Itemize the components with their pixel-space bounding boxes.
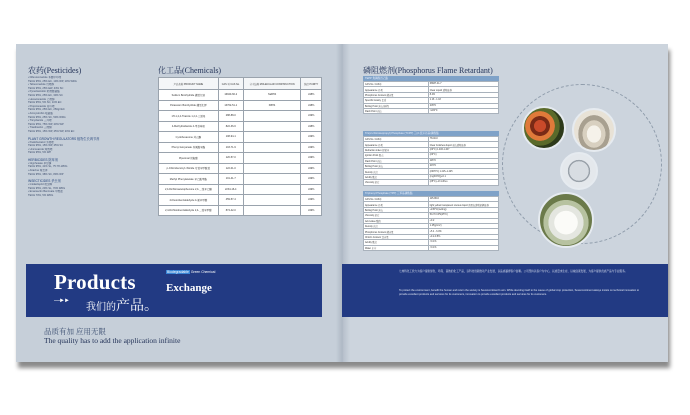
- pesticide-line: TECH 95%, 5% WP: [28, 151, 52, 155]
- pesticide-line: TECH 95%, 25% SC, 50% WDG: [28, 115, 66, 119]
- table-header: 纯度 PURITY: [301, 78, 322, 90]
- flame-block-table: [363, 196, 499, 251]
- property-value: 78-40-0: [428, 137, 498, 142]
- property-name: Ignition Point 燃点: [364, 153, 429, 158]
- pesticide-line: TECH 95%, 20% SL, 70% WDG: [28, 186, 66, 190]
- property-name: Chlorin Content 氯含量: [364, 234, 429, 239]
- table-row: [159, 205, 322, 216]
- property-value: 8.4%: [428, 92, 498, 97]
- pesticide-line: TECH 95%, 25% EC, 10% WP, 10% WDG: [28, 79, 77, 83]
- property-name: Acidity 酸度: [364, 240, 429, 245]
- table-row: [364, 108, 499, 113]
- table-cell: ≥99%: [301, 163, 322, 174]
- table-cell: 4-Methylimidazole 4-甲基咪唑: [159, 121, 219, 132]
- table-cell: 874-42-0: [218, 205, 243, 216]
- property-name: CAS No. CAS号: [364, 137, 429, 142]
- property-value: >220°C: [428, 108, 498, 113]
- insecticides-title: INSECTICIDES 杀虫剂: [28, 179, 61, 184]
- table-cell: 122-01-0: [218, 163, 243, 174]
- table-cell: NaBH4: [243, 90, 301, 101]
- pesticide-line: TECH 95%, 41% SL, 75.7% WDG: [28, 165, 68, 169]
- table-cell: 101-41-7: [218, 174, 243, 185]
- table-cell: ≥99%: [301, 195, 322, 206]
- table-row: [159, 195, 322, 206]
- table-cell: 822-36-6: [218, 121, 243, 132]
- table-cell: ≥99%: [301, 142, 322, 153]
- pesticide-line: ▪ Azoxystrobin 嘧菌酯: [28, 111, 53, 115]
- table-cell: [243, 111, 301, 122]
- property-name: Density 密度: [364, 169, 429, 174]
- property-value: 115-86-6: [428, 197, 498, 202]
- pesticide-line: ▪ Propiconazole 丙环唑: [28, 104, 55, 108]
- pesticide-line: TECH 95%, 25% EC, 250g/l EC: [28, 108, 65, 112]
- table-row: [159, 153, 322, 164]
- table-cell: Cyclohexanone 环己酮: [159, 132, 219, 143]
- table-cell: Methyl Phenylacetate 苯乙酸甲酯: [159, 174, 219, 185]
- table-cell: 120-57-0: [218, 153, 243, 164]
- flask-photo: [560, 152, 598, 190]
- table-cell: 108-94-1: [218, 132, 243, 143]
- vegetables-photo: [522, 106, 566, 150]
- property-name: Refraction index 折射率: [364, 147, 429, 152]
- exchange-heading: Exchange: [166, 282, 212, 294]
- flame-block-header: Tris(2-chloroisopropyl) Phosphate (TCPP) 三(2-氯异丙基)磷酸酯: [363, 131, 499, 136]
- property-name: Appearance 外观: [364, 142, 429, 147]
- table-cell: ≥99%: [301, 132, 322, 143]
- property-name: Density 密度: [364, 223, 429, 228]
- table-row: [159, 163, 322, 174]
- flame-block-header: TEPP 焦磷酸四乙酯: [363, 76, 499, 81]
- banner-cn-paragraph: 七弗特化工致力为客户提供绿色、环保、高效的化工产品，以科技创新推动产业发展，以品质赢得客户信赖。公司坚持以客户为中心，以质量求生存，以诚信谋发展，为客户提供优质产品与专业服务。: [399, 270, 628, 273]
- pesticide-line: TECH 95%, 25% EW, 43% SC: [28, 86, 64, 90]
- property-value: 245°C: [428, 103, 498, 108]
- pesticide-line: ▪ Hexaconazole 己唑醇: [28, 97, 55, 101]
- property-value: (25°C)~13 mPa.s: [428, 180, 498, 185]
- table-cell: 2,4-Dichloroacetophenone 2,4-二氯苯乙酮: [159, 184, 219, 195]
- table-cell: 4-Fluorobenzaldehyde 4-氟苯甲醛: [159, 195, 219, 206]
- pesticide-line: ▪ Uniconazole 烯效唑: [28, 147, 53, 151]
- green-chemical-tag: [166, 270, 215, 274]
- pesticide-line: TECH 95%, 5% SC, 10% EC: [28, 101, 62, 105]
- table-cell: 103-71-9: [218, 142, 243, 153]
- table-cell: [243, 174, 301, 185]
- table-cell: 2,4-Dichlorobenzaldehyde 2,4-二氯苯甲醛: [159, 205, 219, 216]
- cn-small: 我们的: [86, 302, 116, 313]
- products-heading: Products: [54, 270, 136, 294]
- pesticide-line: ▪ Emamectin Benzoate 甲维盐: [28, 190, 63, 194]
- pesticide-line: ▪ Atrazine 莠去津: [28, 169, 48, 173]
- pesticide-line: ▪ Tebuconazole 戊唑醇: [28, 83, 55, 87]
- table-row: [364, 245, 499, 250]
- pesticides-title: 农药(Pesticides): [28, 66, 82, 75]
- slogan-en: The quality has to add the application infinite: [44, 336, 181, 345]
- property-value: ≥245°C(melting): [428, 207, 498, 212]
- table-cell: 13762-51-1: [218, 100, 243, 111]
- table-cell: 459-57-4: [218, 195, 243, 206]
- property-name: Specific Gravity 比重: [364, 98, 429, 103]
- table-cell: [243, 163, 301, 174]
- table-cell: Potassium Borohydride 硼氢化钾: [159, 100, 219, 111]
- property-value: Clear Colorless liquid 无色透明液体: [428, 142, 498, 147]
- table-cell: 288-88-0: [218, 111, 243, 122]
- pesticide-line: ▪ Imidacloprid 吡虫啉: [28, 183, 53, 187]
- property-value: (20°C): [428, 153, 498, 158]
- arrow-icon: —►►: [54, 298, 69, 304]
- table-cell: p-Chlorobenzoyl chloride 对氯苯甲酰氯: [159, 163, 219, 174]
- property-value: light yellow transparent viscous liquid 浅黄色透明粘稠液体: [428, 202, 498, 207]
- table-cell: Phenyl isocyanate 异氰酸苯酯: [159, 142, 219, 153]
- table-row: [159, 142, 322, 153]
- property-name: Phosphorus Content 磷含量: [364, 92, 429, 97]
- property-name: Appearance 外观: [364, 87, 429, 92]
- property-value: (20±5°C) 1.415~1.425: [428, 169, 498, 174]
- property-name: Boiling Point 沸点: [364, 163, 429, 168]
- table-cell: [243, 184, 301, 195]
- brochure-spread: [16, 44, 668, 362]
- table-cell: ≥99%: [301, 205, 322, 216]
- table-cell: Piperonal 胡椒醛: [159, 153, 219, 164]
- flame-block-header: Triphenyl Phosphate (TPP) 三苯基磷酸酯: [363, 191, 499, 196]
- property-value: ≥5.4 - 6.0%: [428, 229, 498, 234]
- property-name: Acidity 酸度: [364, 174, 429, 179]
- property-value: 68937-41-7: [428, 82, 498, 87]
- flame-block-table: [363, 136, 499, 186]
- table-cell: [243, 153, 301, 164]
- table-cell: ≥99%: [301, 184, 322, 195]
- property-value: Clear Liquid 透明液体: [428, 87, 498, 92]
- white-powder-photo: [538, 192, 594, 248]
- property-name: Boiling Point 沸点(沸程): [364, 103, 429, 108]
- cn-big: 产品。: [116, 297, 158, 313]
- pesticide-line: TECH 95%, 25% EC, 30% SC: [28, 93, 63, 97]
- property-value: 116°C: [428, 158, 498, 163]
- table-cell: 2234-16-4: [218, 184, 243, 195]
- pesticide-line: ▪ Difenoconazole 苯醚甲环唑: [28, 76, 62, 79]
- pesticide-line: ▪ Triadimefon 三唑酮: [28, 126, 52, 130]
- property-name: Phosphorus Content 磷含量: [364, 229, 429, 234]
- property-name: Acid value 酸值: [364, 218, 429, 223]
- pesticide-line: ▪ Glyphosate 草甘膦: [28, 161, 52, 165]
- banner-en-paragraph: To protect the environment, benefit the human and return the society is Sevencontinent's aim. While devoting itself to the cause of global crop protection, Sevencontinent always insists on technical innovation to provide excellent products and services for its customers, innovation to provide excellent products and services for its customers.: [399, 289, 640, 297]
- chemicals-title: 化工品(Chemicals): [158, 66, 222, 75]
- our-products-cn: [86, 295, 158, 315]
- green-rest: Green Chemical: [190, 270, 216, 274]
- table-cell: 16940-66-2: [218, 90, 243, 101]
- pesticide-line: ▪ Paclobutrazol 多效唑: [28, 140, 54, 144]
- property-value: 50-70 CPS(25°C): [428, 213, 498, 218]
- table-row: [159, 174, 322, 185]
- property-value: 1.25(g/cm³): [428, 223, 498, 228]
- property-value: (20°C) 1.406-1.407: [428, 147, 498, 152]
- property-value: <0.1%: [428, 245, 498, 250]
- flame-block-table: [363, 81, 499, 114]
- table-row: [159, 90, 322, 101]
- table-cell: 1H-1,2,4-Triazole 1,2,4-三氮唑: [159, 111, 219, 122]
- property-name: Viscosity 粘度: [364, 180, 429, 185]
- property-value: (mgKOH/g)≤0.1: [428, 174, 498, 179]
- property-name: Flash Point 闪点: [364, 108, 429, 113]
- table-cell: [243, 121, 301, 132]
- flame-title: 磷阻燃剂(Phosphorus Flame Retardant): [363, 66, 493, 75]
- table-row: [159, 121, 322, 132]
- herbicides-title: HERBICIDES 除草剂: [28, 157, 58, 162]
- table-cell: ≥99%: [301, 153, 322, 164]
- table-header: 产品名称 PRODUCT NAME: [159, 78, 219, 90]
- property-value: 1.16 - 1.18: [428, 98, 498, 103]
- table-row: [159, 132, 322, 143]
- table-row: [364, 180, 499, 185]
- table-cell: Sodium Borohydride 硼氢化钠: [159, 90, 219, 101]
- property-name: Boiling Point 沸点: [364, 207, 429, 212]
- property-value: 215°C: [428, 163, 498, 168]
- table-cell: ≥98%: [301, 121, 322, 132]
- pgr-title: PLANT GROWTH REGULATORS 植物生长调节剂: [28, 136, 100, 141]
- table-cell: ≥99%: [301, 111, 322, 122]
- pesticide-line: TECH 70%, 5% WDG: [28, 194, 54, 198]
- table-cell: ≥98%: [301, 100, 322, 111]
- pesticide-line: ▪ Pyraclostrobin 吡唑醚菌酯: [28, 90, 60, 94]
- table-cell: [243, 205, 301, 216]
- table-cell: ≥99%: [301, 174, 322, 185]
- property-name: Appearance 外观: [364, 202, 429, 207]
- table-row: [159, 100, 322, 111]
- property-value: ≤0.2: [428, 218, 498, 223]
- table-cell: [243, 142, 301, 153]
- property-value: <0.1%: [428, 240, 498, 245]
- table-cell: [243, 195, 301, 206]
- table-header: 分子结构 MOLECULAR CONSTRUCTION: [243, 78, 301, 90]
- chemicals-table: [158, 77, 322, 216]
- pesticides-list: [28, 76, 146, 198]
- white-granules-photo: [572, 108, 616, 152]
- table-cell: KBH4: [243, 100, 301, 111]
- property-value: ≥0.2-0.5%: [428, 234, 498, 239]
- pesticide-line: ▪ Tricyclazole 三环唑: [28, 119, 52, 123]
- property-name: Flash Point 闪点: [364, 158, 429, 163]
- pesticide-line: TECH 95%, 75% WP, 20% WP: [28, 122, 64, 126]
- property-name: Water 水分: [364, 245, 429, 250]
- pesticide-line: TECH 95%, 38% SC, 80% WP: [28, 172, 64, 176]
- property-name: CAS No. CAS号: [364, 197, 429, 202]
- table-row: [159, 184, 322, 195]
- table-cell: ≥98%: [301, 90, 322, 101]
- slogan-cn: 品质有加 应用无限: [44, 327, 106, 336]
- table-header: CAS 号 CAS No.: [218, 78, 243, 90]
- property-name: CAS No. CAS号: [364, 82, 429, 87]
- table-cell: [243, 132, 301, 143]
- pesticide-line: TECH 95%, 15% WP, 25% SC: [28, 144, 64, 148]
- property-name: Viscosity 粘度: [364, 213, 429, 218]
- table-row: [159, 111, 322, 122]
- pesticide-line: TECH 95%, 15% WP, 25% WP, 20% EC: [28, 129, 75, 133]
- green-highlight: Biodegradable: [167, 270, 189, 274]
